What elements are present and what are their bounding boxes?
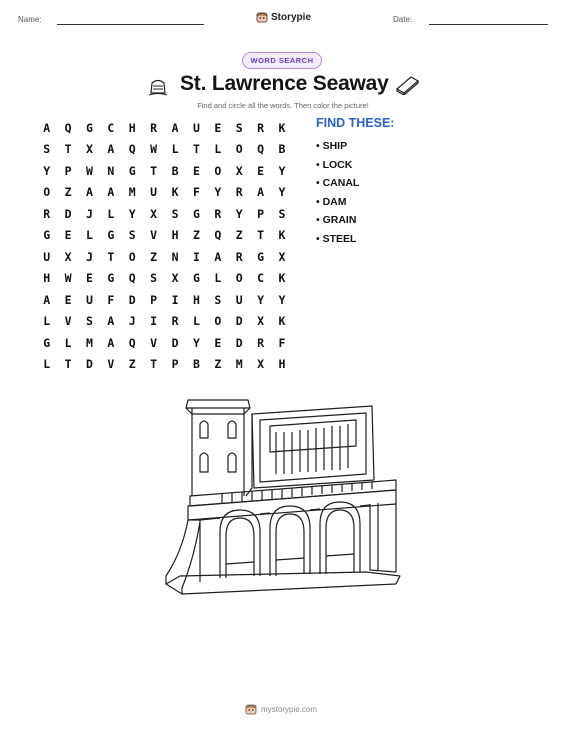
grid-letter[interactable]: A xyxy=(107,185,115,200)
grid-letter[interactable]: R xyxy=(43,206,51,221)
word-list-item: • LOCK xyxy=(316,158,353,171)
grid-letter[interactable]: Z xyxy=(192,228,200,243)
grid-letter[interactable]: A xyxy=(171,120,179,135)
grid-letter[interactable]: U xyxy=(192,120,200,135)
word-list xyxy=(316,137,359,249)
page-title: St. Lawrence Seaway xyxy=(180,72,389,95)
grid-letter[interactable]: S xyxy=(128,228,136,243)
grid-letter[interactable]: G xyxy=(128,163,136,178)
grid-letter[interactable]: Q xyxy=(128,335,136,350)
brand-logo xyxy=(256,11,311,23)
grid-letter[interactable]: X xyxy=(150,206,158,221)
grid-letter[interactable]: D xyxy=(171,335,179,350)
grid-letter[interactable]: I xyxy=(150,314,158,329)
grid-letter[interactable]: N xyxy=(171,249,179,264)
grid-letter[interactable]: L xyxy=(86,228,93,243)
grid-letter[interactable]: K xyxy=(278,314,286,329)
grid-letter[interactable]: K xyxy=(278,228,286,243)
grid-letter[interactable]: E xyxy=(64,292,72,307)
grid-letter[interactable]: L xyxy=(214,142,222,157)
grid-letter[interactable]: E xyxy=(214,335,222,350)
grid-letter[interactable]: T xyxy=(192,142,200,157)
grid-letter[interactable]: O xyxy=(214,163,222,178)
grid-letter[interactable]: O xyxy=(214,314,222,329)
grid-letter[interactable]: K xyxy=(171,185,179,200)
grid-letter[interactable]: D xyxy=(235,314,243,329)
grid-letter[interactable]: T xyxy=(64,142,72,157)
grid-letter[interactable]: O xyxy=(235,142,243,157)
grid-letter[interactable]: P xyxy=(150,292,158,307)
grid-letter[interactable]: Z xyxy=(214,357,222,372)
grid-letter[interactable]: U xyxy=(43,249,51,264)
word-list-item: • CANAL xyxy=(316,177,360,190)
grid-letter[interactable]: X xyxy=(257,314,265,329)
grid-letter[interactable]: G xyxy=(107,271,115,286)
grid-letter[interactable]: Z xyxy=(64,185,72,200)
ship-decoration-icon xyxy=(147,75,169,97)
grid-letter[interactable]: O xyxy=(43,185,51,200)
grid-letter[interactable]: L xyxy=(64,335,72,350)
grid-letter[interactable]: J xyxy=(86,206,93,221)
grid-letter[interactable]: H xyxy=(171,228,179,243)
grid-letter[interactable]: H xyxy=(128,120,136,135)
grid-letter[interactable]: F xyxy=(192,185,200,200)
grid-letter[interactable]: V xyxy=(107,357,115,372)
name-label: Name: xyxy=(18,15,42,24)
grid-letter[interactable]: X xyxy=(257,357,265,372)
grid-letter[interactable]: R xyxy=(235,185,243,200)
find-these-title: FIND THESE: xyxy=(316,116,395,130)
grid-letter[interactable]: N xyxy=(107,163,115,178)
grid-letter[interactable]: W xyxy=(64,271,72,286)
grid-letter[interactable]: R xyxy=(257,120,265,135)
grid-letter[interactable]: J xyxy=(128,314,136,329)
grid-letter[interactable]: T xyxy=(257,228,265,243)
grid-letter[interactable]: G xyxy=(107,228,115,243)
grid-letter[interactable]: S xyxy=(150,271,158,286)
grid-letter[interactable]: K xyxy=(278,271,286,286)
grid-letter[interactable]: C xyxy=(257,271,265,286)
grid-letter[interactable]: Z xyxy=(235,228,243,243)
grid-letter[interactable]: V xyxy=(150,228,158,243)
grid-letter[interactable]: U xyxy=(86,292,93,307)
grid-letter[interactable]: Y xyxy=(192,335,200,350)
storypie-logo-icon xyxy=(256,11,268,23)
grid-letter[interactable]: O xyxy=(235,271,243,286)
grid-letter[interactable]: A xyxy=(214,249,222,264)
grid-letter[interactable]: I xyxy=(171,292,179,307)
footer-url: mystorypie.com xyxy=(261,704,318,714)
grid-letter[interactable]: A xyxy=(107,335,115,350)
grid-letter[interactable]: Q xyxy=(64,120,72,135)
footer xyxy=(245,703,317,715)
grid-letter[interactable]: B xyxy=(192,357,200,372)
grid-letter[interactable]: A xyxy=(257,185,265,200)
grid-letter[interactable]: D xyxy=(64,206,72,221)
grid-letter[interactable]: G xyxy=(257,249,265,264)
grid-letter[interactable]: P xyxy=(257,206,265,221)
grid-letter[interactable]: L xyxy=(43,357,51,372)
grid-letter[interactable]: Y xyxy=(278,185,286,200)
grid-letter[interactable]: A xyxy=(86,185,93,200)
steel-ingot-icon xyxy=(394,73,420,95)
grid-letter[interactable]: U xyxy=(150,185,158,200)
grid-letter[interactable]: Y xyxy=(278,163,286,178)
grid-letter[interactable]: A xyxy=(43,120,51,135)
name-line[interactable] xyxy=(57,24,204,25)
storypie-footer-icon xyxy=(245,703,257,715)
grid-letter[interactable]: H xyxy=(192,292,200,307)
word-list-item: • STEEL xyxy=(316,232,357,245)
grid-letter[interactable]: S xyxy=(235,120,243,135)
grid-letter[interactable]: G xyxy=(192,206,200,221)
grid-letter[interactable]: U xyxy=(235,292,243,307)
grid-letter[interactable]: A xyxy=(43,292,51,307)
grid-letter[interactable]: E xyxy=(86,271,93,286)
grid-letter[interactable]: T xyxy=(150,163,158,178)
grid-letter[interactable]: Q xyxy=(214,228,222,243)
grid-letter[interactable]: R xyxy=(235,249,243,264)
grid-letter[interactable]: X xyxy=(86,142,93,157)
grid-letter[interactable]: E xyxy=(257,163,265,178)
grid-letter[interactable]: T xyxy=(64,357,72,372)
grid-letter[interactable]: W xyxy=(150,142,158,157)
grid-letter[interactable]: X xyxy=(278,249,286,264)
grid-letter[interactable]: W xyxy=(86,163,93,178)
word-list-item: • GRAIN xyxy=(316,214,357,227)
word-search-badge: WORD SEARCH xyxy=(242,52,322,69)
grid-letter[interactable]: X xyxy=(171,271,179,286)
grid-letter[interactable]: G xyxy=(43,335,51,350)
grid-letter[interactable]: Y xyxy=(278,292,286,307)
grid-letter[interactable]: G xyxy=(86,120,93,135)
grid-letter[interactable]: R xyxy=(214,206,222,221)
grid-letter[interactable]: X xyxy=(64,249,72,264)
grid-letter[interactable]: Q xyxy=(128,142,136,157)
grid-letter[interactable]: A xyxy=(107,314,115,329)
grid-letter[interactable]: Z xyxy=(150,249,158,264)
grid-letter[interactable]: Z xyxy=(128,357,136,372)
grid-letter[interactable]: L xyxy=(192,314,200,329)
grid-letter[interactable]: Q xyxy=(257,142,265,157)
grid-letter[interactable]: G xyxy=(192,271,200,286)
grid-letter[interactable]: P xyxy=(171,357,179,372)
grid-letter[interactable]: C xyxy=(107,120,115,135)
grid-letter[interactable]: V xyxy=(64,314,72,329)
grid-letter[interactable]: E xyxy=(64,228,72,243)
grid-letter[interactable]: X xyxy=(235,163,243,178)
grid-letter[interactable]: A xyxy=(107,142,115,157)
grid-letter[interactable]: R xyxy=(257,335,265,350)
grid-letter[interactable]: Q xyxy=(128,271,136,286)
word-list-item: • DAM xyxy=(316,195,347,208)
grid-letter[interactable]: Y xyxy=(235,206,243,221)
grid-letter[interactable]: Y xyxy=(257,292,265,307)
date-label: Date: xyxy=(393,15,413,24)
grid-letter[interactable]: L xyxy=(171,142,179,157)
grid-letter[interactable]: P xyxy=(64,163,72,178)
grid-letter[interactable]: Y xyxy=(214,185,222,200)
grid-letter[interactable]: H xyxy=(43,271,51,286)
grid-letter[interactable]: M xyxy=(128,185,136,200)
grid-letter[interactable]: D xyxy=(86,357,93,372)
grid-letter[interactable]: S xyxy=(214,292,222,307)
grid-letter[interactable]: M xyxy=(235,357,243,372)
grid-letter[interactable]: S xyxy=(278,206,286,221)
grid-letter[interactable]: S xyxy=(86,314,93,329)
grid-letter[interactable]: V xyxy=(150,335,158,350)
grid-letter[interactable]: G xyxy=(43,228,51,243)
grid-letter[interactable]: R xyxy=(171,314,179,329)
grid-letter[interactable]: R xyxy=(150,120,158,135)
grid-letter[interactable]: D xyxy=(235,335,243,350)
grid-letter[interactable]: F xyxy=(107,292,115,307)
grid-letter[interactable]: O xyxy=(128,249,136,264)
grid-letter[interactable]: L xyxy=(107,206,115,221)
grid-letter[interactable]: L xyxy=(214,271,222,286)
lock-building-illustration xyxy=(160,392,406,602)
grid-letter[interactable]: F xyxy=(278,335,286,350)
grid-letter[interactable]: B xyxy=(171,163,179,178)
date-line[interactable] xyxy=(429,24,548,25)
grid-letter[interactable]: J xyxy=(86,249,93,264)
grid-letter[interactable]: D xyxy=(128,292,136,307)
grid-letter[interactable]: Y xyxy=(43,163,51,178)
grid-letter[interactable]: T xyxy=(150,357,158,372)
grid-letter[interactable]: S xyxy=(43,142,51,157)
grid-letter[interactable]: E xyxy=(214,120,222,135)
instructions: Find and circle all the words. Then color the picture! xyxy=(197,101,369,110)
brand-name: Storypie xyxy=(271,11,312,23)
grid-letter[interactable]: H xyxy=(278,357,286,372)
grid-letter[interactable]: K xyxy=(278,120,286,135)
grid-letter[interactable]: M xyxy=(86,335,93,350)
word-search-grid[interactable] xyxy=(36,117,293,375)
grid-letter[interactable]: E xyxy=(192,163,200,178)
grid-letter[interactable]: S xyxy=(171,206,179,221)
word-list-item: • SHIP xyxy=(316,140,348,152)
grid-letter[interactable]: B xyxy=(278,142,286,157)
grid-letter[interactable]: Y xyxy=(128,206,136,221)
grid-letter[interactable]: L xyxy=(43,314,51,329)
grid-letter[interactable]: I xyxy=(192,249,200,264)
grid-letter[interactable]: T xyxy=(107,249,115,264)
